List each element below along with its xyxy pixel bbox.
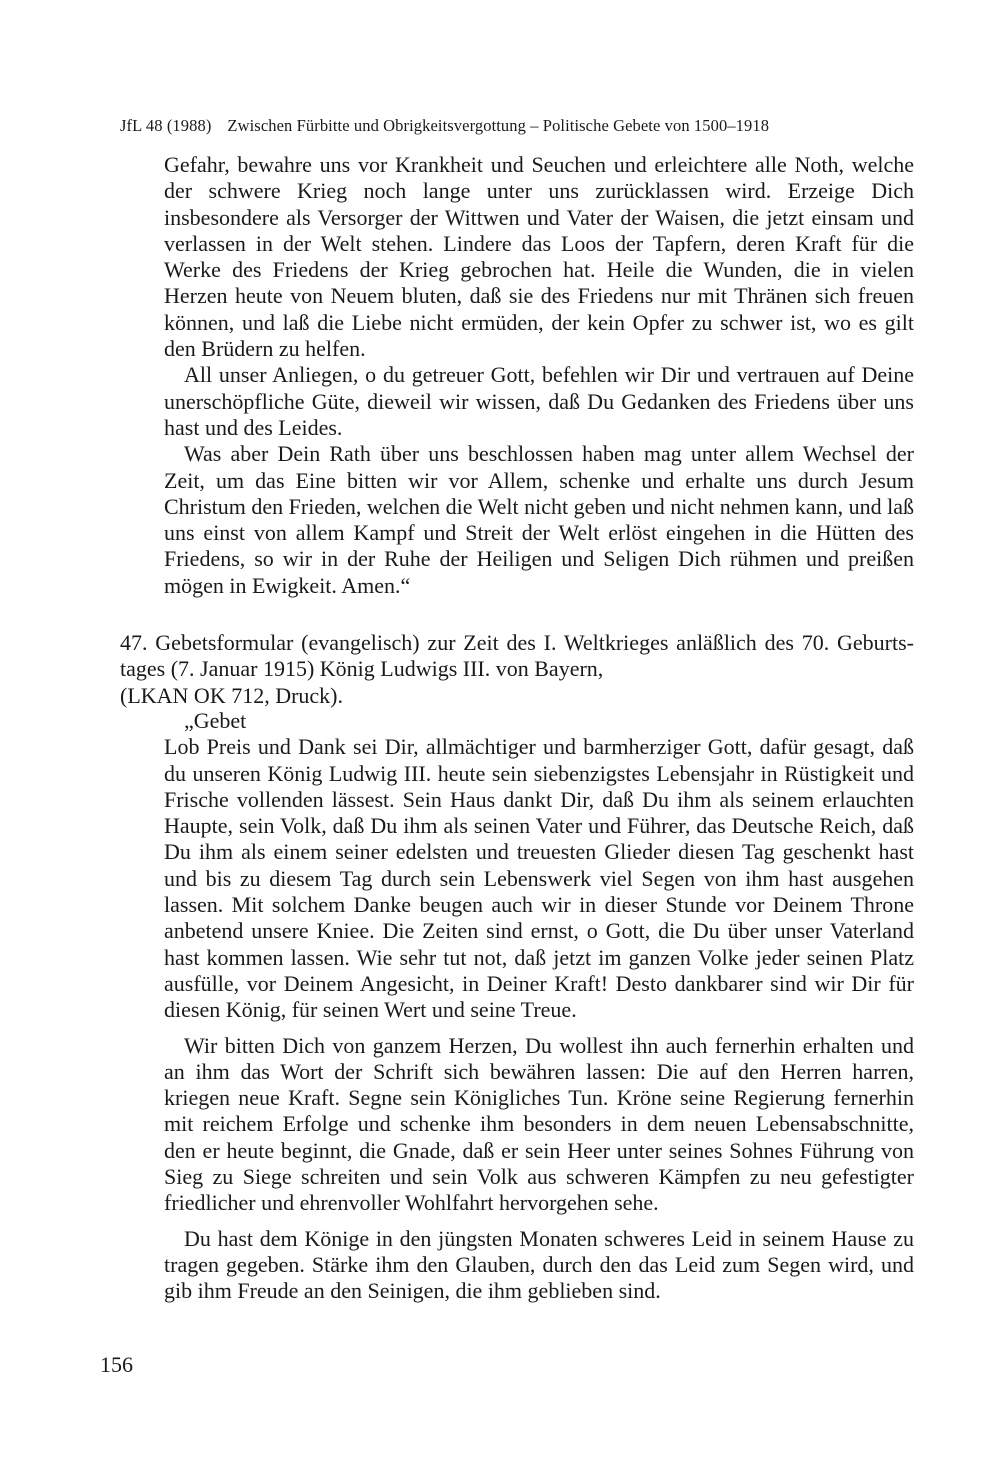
paragraph: Was aber Dein Rath über uns beschlossen haben mag unter allem Wechsel der Zeit, um das Eine bitten wir vor Allem, schenke und erhalte uns durch Jesum Christum den Frieden, welchen die Welt nicht geben und nicht nehmen kann, und laß uns einst von allem Kampf und Streit der Welt erlöst eingehen in die Hütten des Friedens, so wir in der Ruhe der Heiligen und Seligen Dich rühmen und preißen mögen in Ewigkeit. Amen.“ bbox=[164, 441, 914, 598]
prayer-heading: „Gebet bbox=[184, 708, 247, 733]
paragraph: Du hast dem Könige in den jüngsten Monaten schweres Leid in seinem Hause zu tragen gegeben. Stärke ihm den Glauben, durch den das Leid zum Segen wird, und gib ihm Freude an den Seinigen, die ihm geblieben sind. bbox=[164, 1225, 914, 1304]
continued-prayer-text bbox=[164, 152, 914, 599]
paragraph: Lob Preis und Dank sei Dir, allmächtiger und barmherziger Gott, dafür gesagt, daß du unseren König Ludwig III. heute sein siebenzigstes Lebensjahr in Rüstigkeit und Frische vollenden lässest. Sein Haus dankt Dir, daß Du ihm als seinem erlauchten Haupte, sein Volk, daß Du ihm als seinen Vater und Führer, das Deutsche Reich, daß Du ihm als einem seiner edelsten und treuesten Glieder diesen Tag geschenkt hast und bis zu diesem Tag durch sein Lebenswerk viel Segen von ihm hast ausgehen lassen. Mit solchem Danke beugen auch wir in dieser Stunde vor Deinem Throne anbetend unsere Kniee. Die Zeiten sind ernst, o Gott, die Du über unser Vaterland hast kommen lassen. Wie sehr tut not, daß jetzt im ganzen Volke jeder seinen Platz ausfülle, vor Deinem Angesicht, in Deiner Kraft! Desto dankbarer sind wir Dir für diesen König, für seinen Wert und seine Treue. bbox=[164, 734, 914, 1023]
entry-line: 47. Gebetsformular (evangelisch) zur Zeit des I. Weltkrieges anläßlich des 70. Geburts- bbox=[120, 630, 914, 655]
running-head bbox=[120, 116, 920, 136]
paragraph: Wir bitten Dich von ganzem Herzen, Du wollest ihn auch fernerhin erhalten und an ihm das Wort der Schrift sich bewähren lassen: Die auf den Herren harren, kriegen neue Kraft. Segne sein Königliches Tun. Kröne seine Regierung fernerhin mit reichem Erfolge und schenke ihm besonders in dem neuen Lebensabschnitte, den er heute beginnt, die Gnade, daß er sein Heer unter seines Sohnes Führung von Sieg zu Siege schreiten und sein Volk aus schweren Kämpfen zu neu gefestigter friedlicher und ehrenvoller Wohlfahrt hervorgehen sehe. bbox=[164, 1032, 914, 1216]
paragraph: All unser Anliegen, o du getreuer Gott, befehlen wir Dir und vertrauen auf Deine unerschöpfliche Güte, dieweil wir wissen, daß Du Gedanken des Friedens über uns hast und des Leides. bbox=[164, 362, 914, 440]
entry-line: tages (7. Januar 1915) König Ludwigs III. von Bayern, bbox=[120, 656, 604, 682]
journal-reference: JfL 48 (1988) bbox=[120, 116, 212, 135]
running-title: Zwischen Fürbitte und Obrigkeitsvergottung – Politische Gebete von 1500–1918 bbox=[227, 116, 770, 135]
document-entry-heading bbox=[120, 630, 914, 709]
page-number: 156 bbox=[100, 1352, 133, 1377]
entry-line: (LKAN OK 712, Druck). bbox=[120, 682, 344, 708]
prayer-text bbox=[164, 708, 914, 1305]
paragraph: Gefahr, bewahre uns vor Krankheit und Seuchen und erleichtere alle Noth, welche der schwere Krieg noch lange unter uns zurücklassen wird. Erzeige Dich insbesondere als Versorger der Wittwen und Vater der Waisen, die jetzt einsam und verlassen in der Welt stehen. Lindere das Loos der Tapfern, deren Kraft für die Werke des Friedens der Krieg gebrochen hat. Heile die Wunden, die in vielen Herzen heute von Neuem bluten, daß sie des Friedens nur mit Thränen sich freuen können, und laß die Liebe nicht ermüden, der kein Opfer zu schwer ist, wo es gilt den Brüdern zu helfen. bbox=[164, 152, 914, 362]
